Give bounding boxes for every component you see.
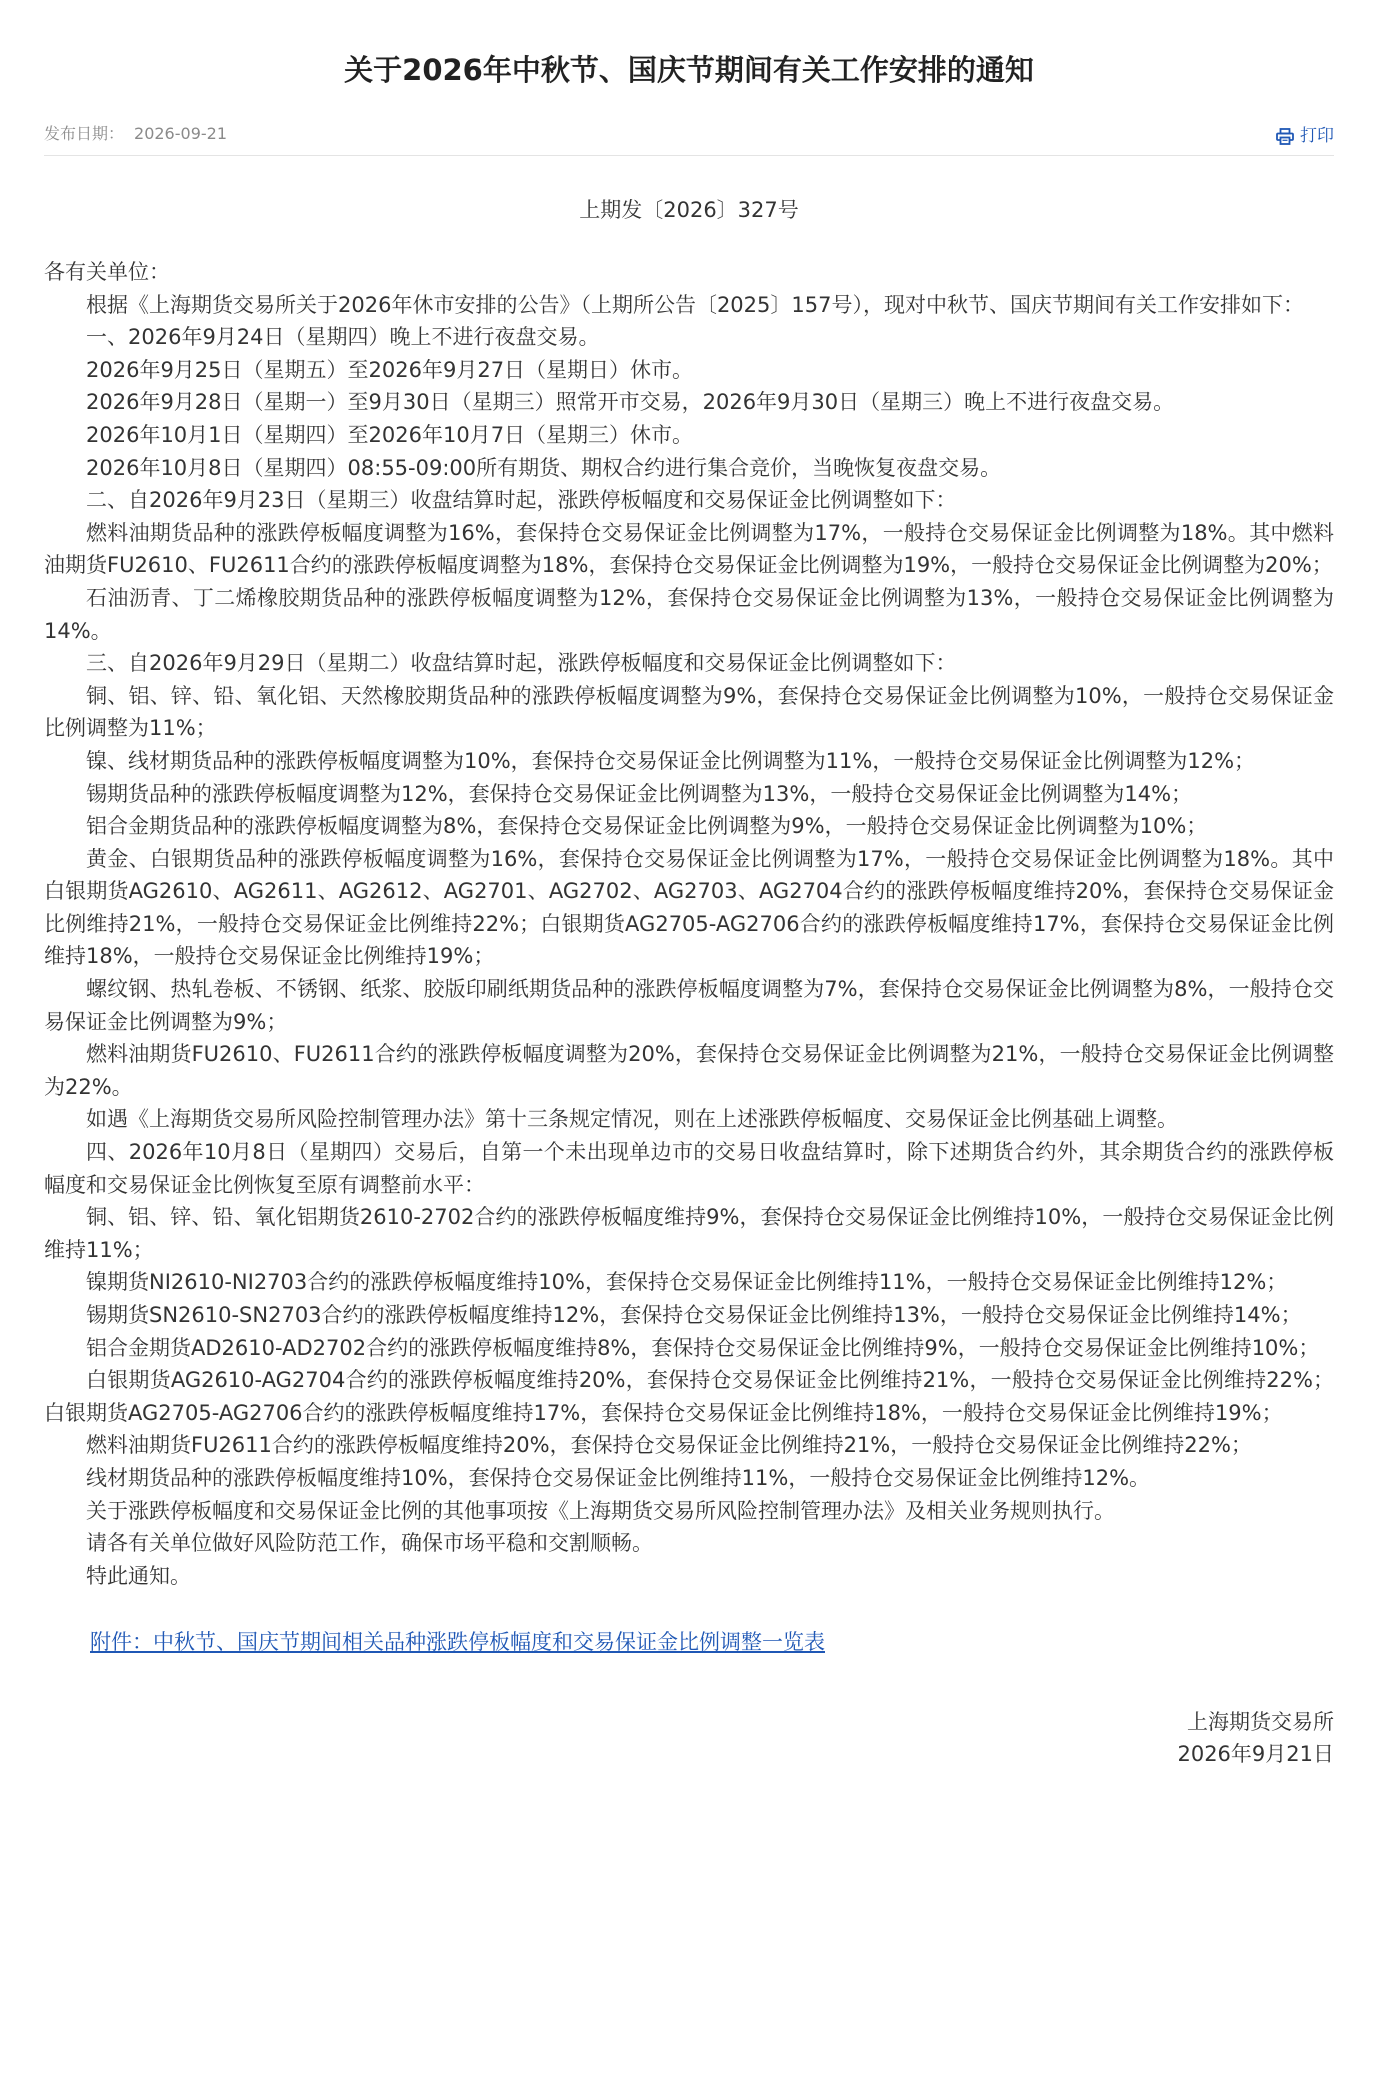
paragraph: 铝合金期货AD2610-AD2702合约的涨跌停板幅度维持8%，套保持仓交易保证金比例维持9%，一般持仓交易保证金比例维持10%；: [86, 1335, 1320, 1360]
paragraph: 镍、线材期货品种的涨跌停板幅度调整为10%，套保持仓交易保证金比例调整为11%，一般持仓交易保证金比例调整为12%；: [86, 748, 1256, 773]
paragraph: 关于涨跌停板幅度和交易保证金比例的其他事项按《上海期货交易所风险控制管理办法》及相关业务规则执行。: [86, 1498, 1115, 1523]
paragraph: 锡期货SN2610-SN2703合约的涨跌停板幅度维持12%，套保持仓交易保证金比例维持13%，一般持仓交易保证金比例维持14%；: [86, 1303, 1302, 1327]
paragraph: 白银期货AG2610-AG2704合约的涨跌停板幅度维持20%，套保持仓交易保证金比例维持21%，一般持仓交易保证金比例维持22%；白银期货AG2705-AG2706合约的涨跌停板幅度维持17%，套保持仓交易保证金比例维持18%，一般持仓交易保证金比例维持19%；: [44, 1368, 1334, 1425]
paragraph: 2026年9月25日（星期五）至2026年9月27日（星期日）休市。: [86, 357, 694, 382]
paragraph: 三、自2026年9月29日（星期二）收盘结算时起，涨跌停板幅度和交易保证金比例调整如下：: [86, 651, 957, 676]
paragraph: 螺纹钢、热轧卷板、不锈钢、纸浆、胶版印刷纸期货品种的涨跌停板幅度调整为7%，套保持仓交易保证金比例调整为8%，一般持仓交易保证金比例调整为9%；: [44, 977, 1334, 1034]
paragraph: 燃料油期货FU2610、FU2611合约的涨跌停板幅度调整为20%，套保持仓交易保证金比例调整为21%，一般持仓交易保证金比例调整为22%。: [44, 1042, 1334, 1099]
notice-page: [44, 0, 1334, 1770]
salutation: 各有关单位：: [44, 260, 170, 284]
paragraph: 镍期货NI2610-NI2703合约的涨跌停板幅度维持10%，套保持仓交易保证金比例维持11%，一般持仓交易保证金比例维持12%；: [86, 1270, 1288, 1295]
paragraph: 石油沥青、丁二烯橡胶期货品种的涨跌停板幅度调整为12%，套保持仓交易保证金比例调整为13%，一般持仓交易保证金比例调整为14%。: [44, 585, 1334, 643]
paragraph: 根据《上海期货交易所关于2026年休市安排的公告》（上期所公告〔2025〕157号），现对中秋节、国庆节期间有关工作安排如下：: [86, 292, 1304, 317]
print-button[interactable]: [1276, 125, 1334, 147]
paragraph: 铝合金期货品种的涨跌停板幅度调整为8%，套保持仓交易保证金比例调整为9%，一般持仓交易保证金比例调整为10%；: [86, 814, 1208, 839]
meta-row: [44, 123, 1334, 156]
paragraph: 四、2026年10月8日（星期四）交易后，自第一个未出现单边市的交易日收盘结算时，除下述期货合约外，其余期货合约的涨跌停板幅度和交易保证金比例恢复至原有调整前水平：: [44, 1140, 1334, 1197]
signature-date: 2026年9月21日: [1177, 1742, 1334, 1767]
attachment-link[interactable]: 附件：中秋节、国庆节期间相关品种涨跌停板幅度和交易保证金比例调整一览表: [90, 1630, 825, 1655]
printer-icon: [1276, 128, 1294, 145]
print-label: 打印: [1300, 126, 1334, 146]
publish-date-value: 2026-09-21: [134, 124, 227, 143]
paragraph: 如遇《上海期货交易所风险控制管理办法》第十三条规定情况，则在上述涨跌停板幅度、交易保证金比例基础上调整。: [86, 1107, 1178, 1132]
publish-date: [44, 123, 227, 145]
paragraph: 铜、铝、锌、铅、氧化铝、天然橡胶期货品种的涨跌停板幅度调整为9%，套保持仓交易保证金比例调整为10%，一般持仓交易保证金比例调整为11%；: [44, 683, 1334, 741]
publish-date-label: 发布日期：: [44, 124, 125, 143]
paragraph: 特此通知。: [86, 1563, 191, 1588]
paragraph: 二、自2026年9月23日（星期三）收盘结算时起，涨跌停板幅度和交易保证金比例调整如下：: [86, 488, 957, 513]
notice-body: [44, 256, 1334, 1592]
paragraph: 燃料油期货FU2611合约的涨跌停板幅度维持20%，套保持仓交易保证金比例维持21%，一般持仓交易保证金比例维持22%；: [86, 1433, 1252, 1458]
paragraph: 请各有关单位做好风险防范工作，确保市场平稳和交割顺畅。: [86, 1531, 653, 1556]
paragraph: 锡期货品种的涨跌停板幅度调整为12%，套保持仓交易保证金比例调整为13%，一般持仓交易保证金比例调整为14%；: [86, 781, 1193, 806]
document-number: 上期发〔2026〕327号: [579, 198, 799, 222]
signature-org: 上海期货交易所: [1187, 1710, 1334, 1735]
page-title: 关于2026年中秋节、国庆节期间有关工作安排的通知: [344, 53, 1034, 87]
paragraph: 2026年9月28日（星期一）至9月30日（星期三）照常开市交易，2026年9月30日（星期三）晚上不进行夜盘交易。: [86, 390, 1175, 415]
attachment: [44, 1626, 1334, 1658]
paragraph: 2026年10月8日（星期四）08:55-09:00所有期货、期权合约进行集合竞价，当晚恢复夜盘交易。: [86, 455, 1002, 480]
paragraph: 黄金、白银期货品种的涨跌停板幅度调整为16%，套保持仓交易保证金比例调整为17%，一般持仓交易保证金比例调整为18%。其中白银期货AG2610、AG2611、AG2612、AG2701、AG2702、AG2703、AG2704合约的涨跌停板幅度维持20%，套保持仓交易保证金比例维持21%，一般持仓交易保证金比例维持22%；白银期货AG2705-AG2706合约的涨跌停板幅度维持17%，套保持仓交易保证金比例维持18%，一般持仓交易保证金比例维持19%；: [44, 846, 1334, 969]
paragraph: 一、2026年9月24日（星期四）晚上不进行夜盘交易。: [86, 325, 600, 350]
paragraph: 铜、铝、锌、铅、氧化铝期货2610-2702合约的涨跌停板幅度维持9%，套保持仓交易保证金比例维持10%，一般持仓交易保证金比例维持11%；: [44, 1205, 1334, 1262]
paragraph: 燃料油期货品种的涨跌停板幅度调整为16%，套保持仓交易保证金比例调整为17%，一般持仓交易保证金比例调整为18%。其中燃料油期货FU2610、FU2611合约的涨跌停板幅度调整为18%，套保持仓交易保证金比例调整为19%，一般持仓交易保证金比例调整为20%；: [44, 520, 1334, 578]
signature: [44, 1706, 1334, 1770]
paragraph: 2026年10月1日（星期四）至2026年10月7日（星期三）休市。: [86, 422, 694, 447]
paragraph: 线材期货品种的涨跌停板幅度维持10%，套保持仓交易保证金比例维持11%，一般持仓交易保证金比例维持12%。: [86, 1465, 1151, 1490]
